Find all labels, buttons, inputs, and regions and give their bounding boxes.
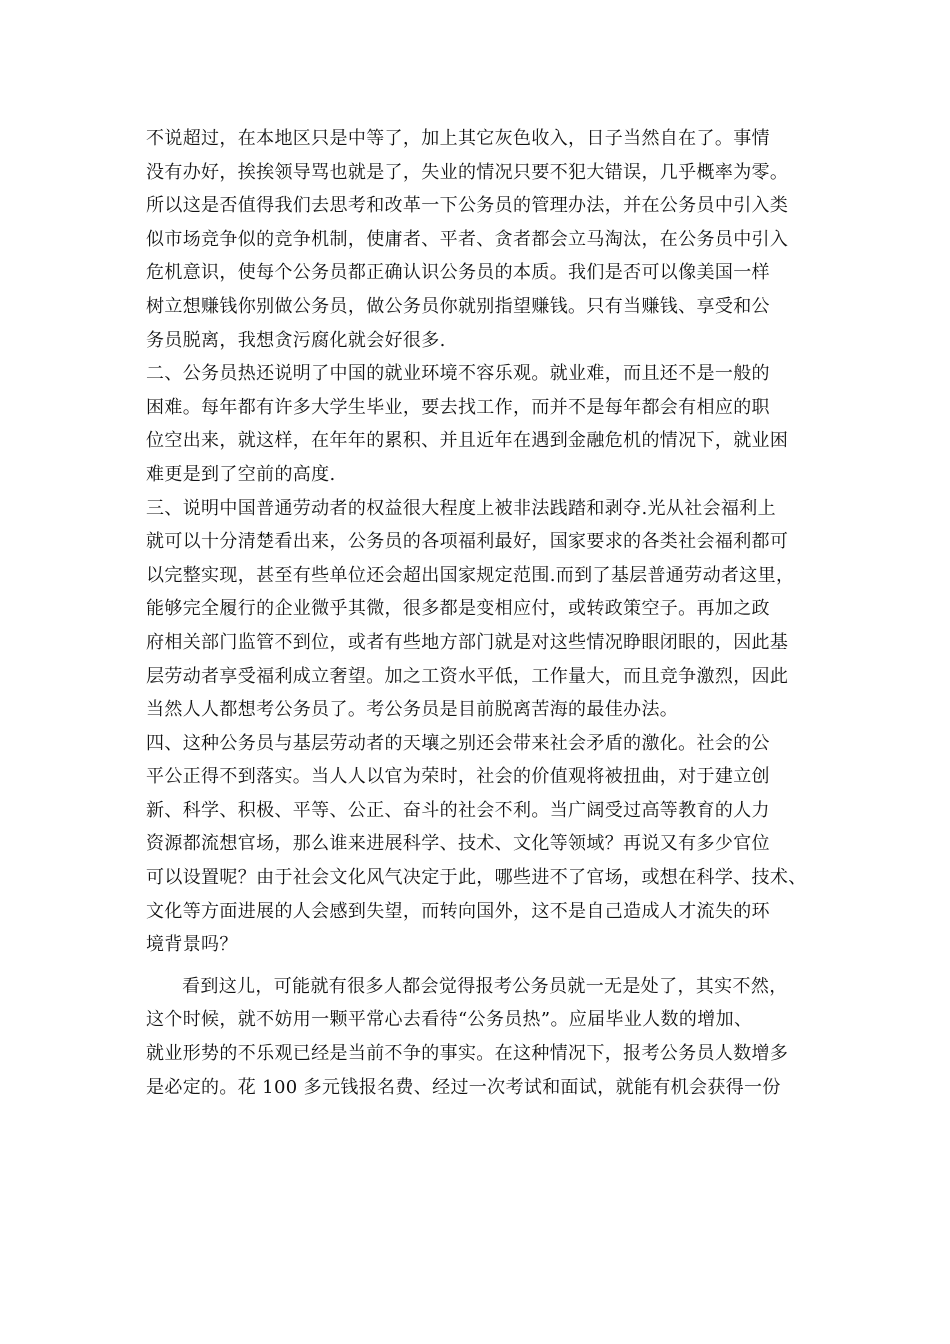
text-line: 境背景吗？ — [146, 934, 238, 956]
text-line: 所以这是否值得我们去思考和改革一下公务员的管理办法，并在公务员中引入类 — [146, 195, 789, 217]
text-line: 没有办好，挨挨领导骂也就是了，失业的情况只要不犯大错误，几乎概率为零。 — [146, 161, 789, 183]
text-line: 是必定的。花 100 多元钱报名费、经过一次考试和面试，就能有机会获得一份 — [146, 1076, 781, 1098]
text-line: 可以设置呢？由于社会文化风气决定于此，哪些进不了官场，或想在科学、技术、 — [146, 867, 807, 889]
text-line: 层劳动者享受福利成立奢望。加之工资水平低，工作量大，而且竞争激烈，因此 — [146, 665, 789, 687]
text-line: 位空出来，就这样，在年年的累积、并且近年在遇到金融危机的情况下，就业困 — [146, 430, 789, 452]
text-line: 务员脱离，我想贪污腐化就会好很多. — [146, 329, 446, 351]
text-line: 树立想赚钱你别做公务员，做公务员你就别指望赚钱。只有当赚钱、享受和公 — [146, 295, 770, 317]
text-line: 似市场竞争似的竞争机制，使庸者、平者、贪者都会立马淘汰，在公务员中引入 — [146, 228, 789, 250]
text-line: 难更是到了空前的高度. — [146, 463, 336, 485]
text-line: 府相关部门监管不到位，或者有些地方部门就是对这些情况睁眼闭眼的，因此基 — [146, 631, 789, 653]
text-line: 就业形势的不乐观已经是当前不争的事实。在这种情况下，报考公务员人数增多 — [146, 1043, 789, 1065]
text-line: 当然人人都想考公务员了。考公务员是目前脱离苦海的最佳办法。 — [146, 699, 679, 721]
text-line: 资源都流想官场，那么谁来进展科学、技术、文化等领域？再说又有多少官位 — [146, 833, 770, 855]
text-line: 平公正得不到落实。当人人以官为荣时，社会的价值观将被扭曲，对于建立创 — [146, 766, 770, 788]
text-line: 就可以十分清楚看出来，公务员的各项福利最好，国家要求的各类社会福利都可 — [146, 531, 789, 553]
text-line: 不说超过，在本地区只是中等了，加上其它灰色收入，日子当然自在了。事情 — [146, 128, 770, 149]
text-line: 新、科学、积极、平等、公正、奋斗的社会不利。当广阔受过高等教育的人力 — [146, 799, 770, 821]
text-line: 困难。每年都有许多大学生毕业，要去找工作，而并不是每年都会有相应的职 — [146, 396, 770, 418]
paragraph-first-line: 看到这儿，可能就有很多人都会觉得报考公务员就一无是处了，其实不然， — [182, 975, 788, 997]
section-heading-line: 二、公务员热还说明了中国的就业环境不容乐观。就业难，而且还不是一般的 — [146, 363, 770, 385]
text-line: 危机意识，使每个公务员都正确认识公务员的本质。我们是否可以像美国一样 — [146, 262, 770, 284]
section-heading-line: 四、这种公务员与基层劳动者的天壤之别还会带来社会矛盾的激化。社会的公 — [146, 732, 770, 754]
text-line: 以完整实现，甚至有些单位还会超出国家规定范围.而到了基层普通劳动者这里， — [146, 564, 795, 586]
text-line: 能够完全履行的企业微乎其微，很多都是变相应付，或转政策空子。再加之政 — [146, 598, 770, 620]
text-line: 这个时候，就不妨用一颗平常心去看待“公务员热”。应届毕业人数的增加、 — [146, 1009, 753, 1031]
section-heading-line: 三、说明中国普通劳动者的权益很大程度上被非法践踏和剥夺.光从社会福利上 — [146, 497, 776, 519]
text-line: 文化等方面进展的人会感到失望，而转向国外，这不是自己造成人才流失的环 — [146, 900, 770, 922]
body-text — [146, 122, 806, 1104]
